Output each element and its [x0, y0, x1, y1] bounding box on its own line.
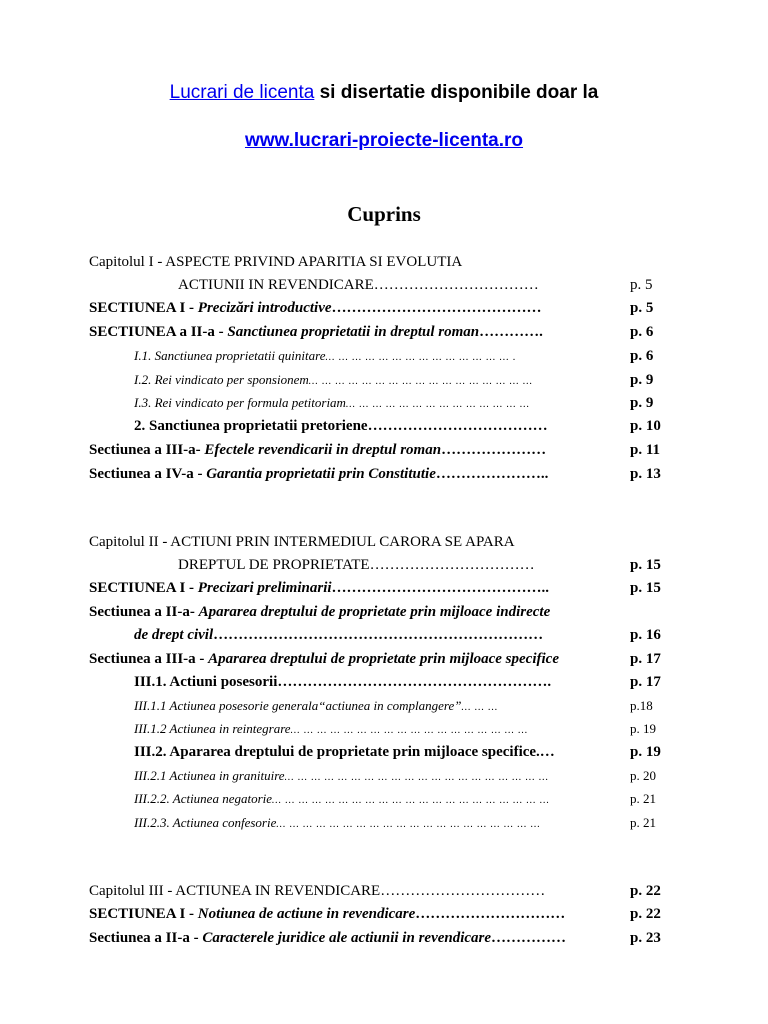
section-label: Sectiunea a II-a - — [89, 930, 203, 946]
subsection-title: I.1. Sanctiunea proprietatii quinitare — [134, 348, 326, 363]
page-number: p. 22 — [630, 883, 661, 899]
page-number: p. 20 — [630, 768, 656, 783]
toc-section-1-1 — [89, 300, 542, 317]
toc-section-1-2 — [89, 324, 543, 341]
page-number: p.18 — [630, 698, 653, 713]
section-title: Notiunea de actiune in revendicare — [197, 906, 416, 922]
page-number: p. 5 — [630, 300, 654, 316]
section-title: Efectele revendicarii in dreptul roman — [204, 442, 442, 458]
toc-subsection-1-2-2 — [134, 372, 533, 388]
section-title: Apararea dreptului de proprietate prin mijloace indirecte — [198, 604, 551, 620]
section-title: Garantia proprietatii prin Constitutie — [206, 466, 436, 482]
page-number: p. 9 — [630, 372, 654, 388]
subsection-title: III.1.2 Actiunea in reintegrare — [134, 721, 291, 736]
page-number: p. 16 — [630, 627, 661, 643]
page-number: p. 23 — [630, 930, 661, 946]
leader-dots: … … … … … … … … … … … … … … … … … … — [290, 725, 529, 736]
section-title: Apararea dreptului de proprietate prin mijloace specifice — [208, 651, 559, 667]
section-title: de drept civil — [134, 627, 214, 643]
toc-section-3-1 — [89, 906, 565, 923]
toc-subsection-2-3-1: III.1. Actiuni posesorii………………………………………………. — [134, 674, 552, 690]
leader-dots: … … … … … … … … … … … … … … … … … — [308, 376, 533, 387]
toc-subsection-2-3-2-3 — [134, 815, 541, 831]
subsection-title: III.2.3. Actiunea confesorie — [134, 815, 277, 830]
page-number: p. 21 — [630, 791, 656, 806]
section-label: SECTIUNEA I - — [89, 906, 198, 922]
page-number: p. 13 — [630, 466, 661, 482]
section-title: Sanctiunea proprietatii in dreptul roman — [227, 324, 480, 340]
toc-chapter-2-cont: DREPTUL DE PROPRIETATE…………………………… — [178, 557, 535, 573]
toc-section-2-1 — [89, 580, 549, 597]
page-number: p. 17 — [630, 674, 661, 690]
page-number: p. 15 — [630, 580, 661, 596]
section-title: Precizari preliminarii — [197, 580, 332, 596]
toc-chapter-3: Capitolul III - ACTIUNEA IN REVENDICARE…………………………… — [89, 883, 546, 899]
leader-dots: …………………………………… — [331, 300, 542, 316]
leader-dots: … … … … … … … … … … … … … … … … … … … … — [276, 819, 541, 830]
leader-dots: … … … — [461, 702, 499, 713]
leader-dots: … … … … … … … … … … … … … … — [345, 399, 530, 410]
toc-chapter-2: Capitolul II - ACTIUNI PRIN INTERMEDIUL CARORA SE APARA — [89, 534, 515, 550]
page-number: p. 6 — [630, 348, 654, 364]
toc-chapter-1: Capitolul I - ASPECTE PRIVIND APARITIA SI EVOLUTIA — [89, 254, 463, 270]
leader-dots: ………………………………………………………… — [213, 627, 544, 643]
leader-dots: … … … … … … … … … … … … … … … … … … … … … — [272, 795, 550, 806]
leader-dots: …………… — [491, 930, 567, 946]
toc-subsection-2-3-2-1 — [134, 768, 549, 784]
toc-section-3-2 — [89, 930, 566, 947]
page-number: p. 15 — [630, 557, 661, 573]
website-link[interactable]: www.lucrari-proiecte-licenta.ro — [244, 130, 524, 151]
toc-subsection-2-3-2: III.2. Apararea dreptului de proprietate prin mijloace specifice.… — [134, 744, 555, 760]
leader-dots: ………………………… — [415, 906, 566, 922]
subsection-title: I.3. Rei vindicato per formula petitoriam — [134, 395, 346, 410]
section-label: Sectiunea a II-a- — [89, 604, 199, 620]
page-number: p. 22 — [630, 906, 661, 922]
leader-dots: … … … … … … … … … … … … … … … … … … … … — [284, 772, 549, 783]
page-number: p. 11 — [630, 442, 661, 458]
toc-subsection-2-3-2-2 — [134, 791, 550, 807]
header-line-1-text: si disertatie disponibile doar la — [314, 82, 599, 103]
page-number: p. 17 — [630, 651, 661, 667]
section-label: SECTIUNEA I - — [89, 580, 198, 596]
section-label: Sectiunea a IV-a - — [89, 466, 207, 482]
subsection-title: III.1.1 Actiunea posesorie generala“actiunea in complangere” — [134, 698, 462, 713]
page-number: p. 21 — [630, 815, 656, 830]
page-number: p. 5 — [630, 277, 653, 293]
section-title: Precizări introductive — [197, 300, 332, 316]
leader-dots: …………. — [479, 324, 543, 340]
toc-title: Cuprins — [347, 202, 421, 226]
page-number: p. 19 — [630, 721, 656, 736]
toc-section-1-4 — [89, 466, 548, 483]
header-line-2 — [0, 130, 768, 152]
section-label: SECTIUNEA a II-a - — [89, 324, 228, 340]
toc-subsection-2-3-1-2 — [134, 721, 528, 737]
toc-subsection-1-2-4: 2. Sanctiunea proprietatii pretoriene……………………………… — [134, 418, 548, 434]
toc-section-2-2 — [89, 604, 550, 621]
page-number: p. 10 — [630, 418, 661, 434]
toc-subsection-2-3-1-1 — [134, 698, 498, 714]
subsection-title: III.2.2. Actiunea negatorie — [134, 791, 273, 806]
page-number: p. 9 — [630, 395, 654, 411]
section-label: Sectiunea a III-a- — [89, 442, 205, 458]
subsection-title: I.2. Rei vindicato per sponsionem — [134, 372, 309, 387]
leader-dots: ………………… — [441, 442, 547, 458]
licenta-link[interactable]: Lucrari de licenta — [169, 82, 315, 103]
toc-section-1-3 — [89, 442, 546, 459]
subsection-title: III.2.1 Actiunea in granituire — [134, 768, 285, 783]
toc-chapter-1-cont: ACTIUNII IN REVENDICARE…………………………… — [178, 277, 539, 293]
section-label: Sectiunea a III-a - — [89, 651, 209, 667]
header-line-1 — [0, 82, 768, 104]
toc-subsection-1-2-1 — [134, 348, 516, 364]
toc-section-2-2-cont — [134, 627, 543, 644]
toc-section-2-3 — [89, 651, 559, 668]
leader-dots: ………………….. — [435, 466, 549, 482]
section-title: Caracterele juridice ale actiunii in revendicare — [202, 930, 492, 946]
page-number: p. 6 — [630, 324, 654, 340]
leader-dots: …………………………………….. — [331, 580, 550, 596]
toc-subsection-1-2-3 — [134, 395, 530, 411]
section-label: SECTIUNEA I - — [89, 300, 198, 316]
page-number: p. 19 — [630, 744, 661, 760]
leader-dots: … … … … … … … … … … … … … … . — [325, 352, 517, 363]
